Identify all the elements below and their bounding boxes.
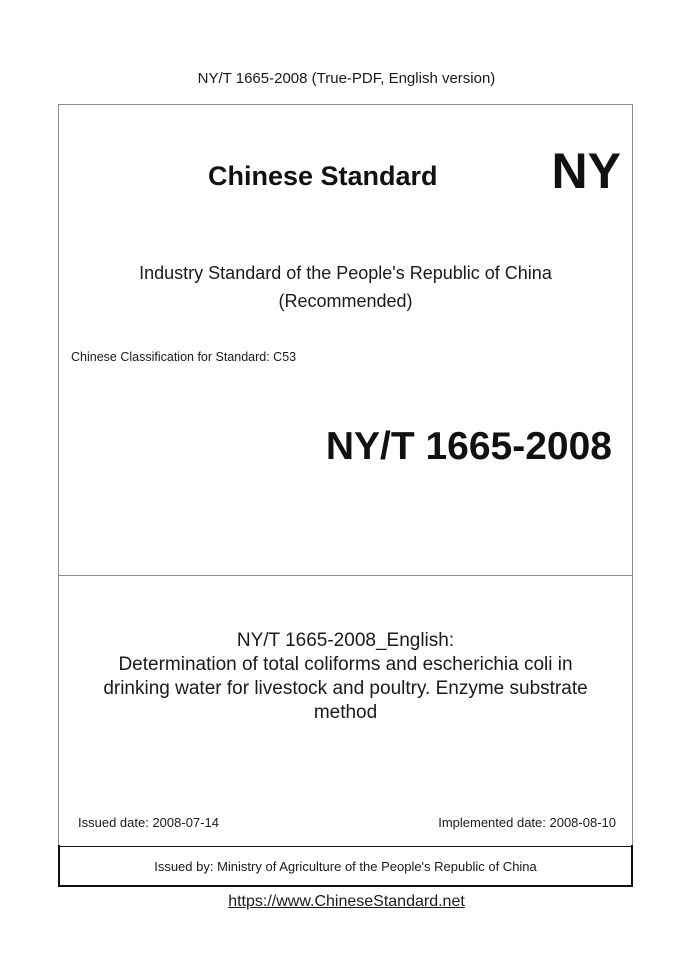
description-line-4: method (313, 702, 378, 723)
issuer-text: Issued by: Ministry of Agriculture of the People's Republic of China (154, 859, 537, 874)
description-line-3: drinking water for livestock and poultry. Enzyme substrate (103, 678, 588, 699)
implemented-date: Implemented date: 2008-08-10 (438, 815, 616, 830)
description-line-2: Determination of total coliforms and escherichia coli in (118, 654, 573, 675)
description-line-1: NY/T 1665-2008_English: (236, 630, 455, 651)
industry-line-2: (Recommended) (278, 291, 413, 311)
issuer-box-right-border (631, 845, 633, 887)
industry-standard-label (59, 259, 632, 315)
issued-date: Issued date: 2008-07-14 (78, 815, 219, 830)
issuer-box-left-border (58, 845, 60, 887)
issuer-box (59, 846, 632, 888)
standard-description (59, 629, 632, 725)
industry-line-1: Industry Standard of the People's Republic of China (139, 263, 552, 283)
standard-number: NY/T 1665-2008 (325, 425, 612, 468)
cover-frame (58, 104, 633, 887)
document-header-title: NY/T 1665-2008 (True-PDF, English version) (197, 70, 496, 87)
website-link[interactable]: https://www.ChineseStandard.net (228, 893, 465, 910)
cover-top-section (59, 105, 632, 576)
classification-label: Chinese Classification for Standard: C53 (71, 350, 297, 364)
category-code: NY (551, 143, 621, 199)
cover-heading: Chinese Standard (208, 161, 438, 191)
issuer-box-bottom-border (58, 885, 633, 887)
